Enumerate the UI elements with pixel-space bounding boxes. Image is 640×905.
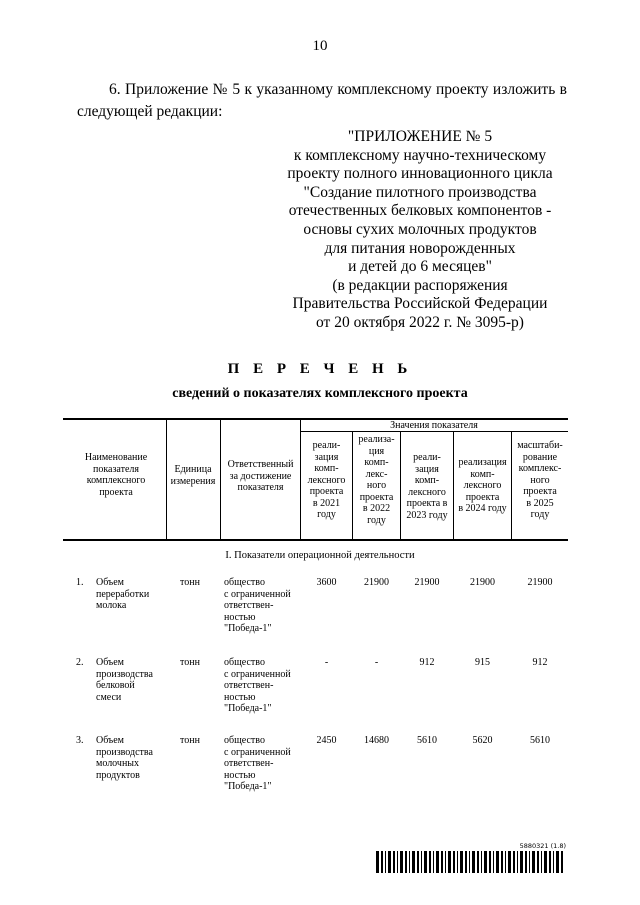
barcode-bar <box>484 851 487 873</box>
row-responsible-line: с ограниченной <box>224 746 291 758</box>
header-line: показателя <box>237 482 284 493</box>
barcode-bar <box>529 851 530 873</box>
row-indicator-name <box>96 657 166 703</box>
barcode-bar <box>549 851 551 873</box>
appendix-header <box>270 128 570 333</box>
header-line: проекта <box>99 486 133 498</box>
appendix-line: и детей до 6 месяцев" <box>348 258 492 276</box>
barcode-bar <box>537 851 539 873</box>
row-responsible-line: общество <box>224 577 265 588</box>
row-responsible-line: ответствен- <box>224 758 274 769</box>
barcode-bar <box>532 851 535 873</box>
header-line: реали- <box>413 452 441 463</box>
barcode-bar <box>505 851 506 873</box>
barcode-bar <box>436 851 439 873</box>
document-title: П Е Р Е Ч Е Н Ь <box>227 361 413 377</box>
appendix-line: "Создание пилотного производства <box>303 183 537 201</box>
row-responsible-line: "Победа-1" <box>224 703 272 714</box>
barcode-bar <box>448 851 451 873</box>
barcode-bar <box>469 851 470 873</box>
barcode-bar <box>472 851 475 873</box>
barcode-image <box>376 851 566 873</box>
header-line: зация <box>314 451 339 463</box>
header-line: проекта <box>523 486 557 497</box>
row-responsible <box>224 735 300 793</box>
row-name-line: смеси <box>96 691 122 703</box>
row-responsible-line: общество <box>224 735 265 746</box>
header-line: масштаби- <box>517 440 563 451</box>
header-line: проекта в <box>406 498 448 509</box>
header-year-2025 <box>512 440 568 521</box>
row-unit: тонн <box>180 657 200 668</box>
row-name-line: Объем <box>96 577 124 588</box>
barcode-bar <box>433 851 434 873</box>
row-unit: тонн <box>180 577 200 588</box>
barcode-bar <box>397 851 398 873</box>
barcode-bar <box>453 851 455 873</box>
row-value: 5610 <box>417 735 437 746</box>
header-line: комп- <box>314 463 339 474</box>
header-line: показателя <box>92 463 140 475</box>
header-line: году <box>317 509 336 520</box>
row-responsible-line: "Победа-1" <box>224 623 272 634</box>
row-unit: тонн <box>180 735 200 746</box>
barcode-bar <box>481 851 482 873</box>
row-value: 21900 <box>364 577 389 588</box>
appendix-line: Правительства Российской Федерации <box>292 295 548 313</box>
intro-paragraph: 6. Приложение № 5 к указанному комплексному проекту изложить в следующей редакции: <box>77 81 567 120</box>
row-value: 2450 <box>316 735 337 746</box>
header-line: Ответственный <box>227 459 294 470</box>
header-line: 2023 году <box>406 509 448 521</box>
row-number: 3. <box>76 735 84 746</box>
header-values-group: Значения показателя <box>390 420 478 431</box>
barcode-bar <box>421 851 422 873</box>
barcode-number: 5880321 (1.8) <box>519 842 566 850</box>
row-responsible-line: с ограниченной <box>224 668 291 680</box>
appendix-line: к комплексному научно-техническому <box>293 146 547 164</box>
row-value: 915 <box>475 657 490 668</box>
header-line: реализа- <box>358 434 395 445</box>
row-value: 3600 <box>316 577 337 588</box>
row-responsible-line: ответствен- <box>224 680 274 691</box>
row-value: 21900 <box>470 577 495 588</box>
appendix-line: (в редакции распоряжения <box>332 276 508 294</box>
header-line: проекта <box>359 491 394 503</box>
header-line: измерения <box>170 475 216 487</box>
row-responsible <box>224 577 300 635</box>
document-subtitle: сведений о показателях комплексного проекта <box>172 386 468 401</box>
barcode-bar <box>501 851 503 873</box>
row-number: 2. <box>76 657 84 668</box>
row-name-line: продуктов <box>96 769 140 781</box>
row-name-line: производства <box>96 668 153 680</box>
barcode-bar <box>477 851 479 873</box>
header-line: рование <box>522 451 558 463</box>
row-name-line: производства <box>96 746 153 758</box>
row-name-line: молока <box>96 600 127 611</box>
header-responsible <box>221 459 300 494</box>
barcode-bar <box>400 851 403 873</box>
header-line: ного <box>530 474 550 486</box>
header-year-2022 <box>353 434 400 526</box>
row-name-line: Объем <box>96 657 124 668</box>
row-responsible-line: общество <box>224 657 265 668</box>
barcode-bar <box>429 851 431 873</box>
appendix-line: отечественных белковых компонентов - <box>288 202 552 220</box>
row-responsible-line: "Победа-1" <box>224 781 272 792</box>
barcode-bar <box>417 851 419 873</box>
barcode-bar <box>465 851 467 873</box>
header-year-2021 <box>301 440 352 521</box>
barcode-bar <box>513 851 515 873</box>
row-number: 1. <box>76 577 84 588</box>
header-line: году <box>367 514 386 526</box>
barcode-bar <box>409 851 410 873</box>
barcode-bar <box>544 851 547 873</box>
barcode-bar <box>556 851 559 873</box>
appendix-line: основы сухих молочных продуктов <box>303 220 537 238</box>
header-line: в 2022 <box>362 503 391 514</box>
table-header-bottom-border <box>63 539 568 541</box>
barcode-bar <box>496 851 499 873</box>
row-responsible-line: ответствен- <box>224 600 274 611</box>
barcode-bar <box>388 851 391 873</box>
header-line: лексного <box>307 474 346 486</box>
row-name-line: белковой <box>96 680 135 691</box>
barcode-bar <box>445 851 446 873</box>
barcode-bar <box>561 851 563 873</box>
header-year-2023 <box>401 452 453 521</box>
row-name-line: переработки <box>96 588 150 600</box>
barcode-bar <box>424 851 427 873</box>
row-responsible-line: с ограниченной <box>224 588 291 600</box>
row-responsible-line: ностью <box>224 691 256 703</box>
barcode-bar <box>405 851 407 873</box>
row-value: - <box>324 657 329 668</box>
barcode-bar <box>520 851 523 873</box>
barcode-bar <box>441 851 443 873</box>
header-line: комп- <box>470 468 495 480</box>
header-line: Единица <box>174 464 212 475</box>
barcode-bar <box>508 851 511 873</box>
barcode-bar <box>553 851 554 873</box>
header-line: реали- <box>312 440 341 451</box>
header-line: году <box>530 509 550 520</box>
barcode-bar <box>525 851 527 873</box>
barcode-bar <box>385 851 386 873</box>
row-responsible <box>224 657 300 715</box>
header-line: в 2021 <box>312 497 341 509</box>
row-value: 5620 <box>472 735 493 746</box>
header-line: ция <box>368 445 385 457</box>
header-line: в 2025 <box>526 497 554 509</box>
row-name-line: Объем <box>96 735 124 746</box>
header-line: реализация <box>458 457 507 468</box>
row-responsible-line: ностью <box>224 611 256 623</box>
row-value: 14680 <box>364 735 389 746</box>
appendix-line: от 20 октября 2022 г. № 3095-р) <box>316 313 524 331</box>
header-line: за достижение <box>229 470 292 482</box>
header-line: Наименование <box>84 452 148 463</box>
row-value: 21900 <box>527 577 553 588</box>
header-line: комплексного <box>86 475 146 486</box>
row-value: 5610 <box>530 735 550 746</box>
header-line: комплекс- <box>518 463 562 474</box>
barcode-bar <box>381 851 383 873</box>
row-indicator-name <box>96 735 166 781</box>
barcode-bar <box>376 851 379 873</box>
header-unit <box>166 464 220 487</box>
header-line: проекта <box>309 486 344 497</box>
barcode-block <box>376 842 566 878</box>
row-name-line: молочных <box>96 758 140 769</box>
header-line: комп- <box>364 457 389 468</box>
row-indicator-name <box>96 577 166 612</box>
appendix-line: "ПРИЛОЖЕНИЕ № 5 <box>347 128 493 145</box>
page-number: 10 <box>312 38 328 54</box>
header-line: лексного <box>408 486 446 498</box>
appendix-line: проекту полного инновационного цикла <box>287 165 553 183</box>
row-value: 21900 <box>414 577 440 588</box>
header-line: лекс- <box>365 468 388 480</box>
header-year-2024 <box>454 457 511 515</box>
row-responsible-line: ностью <box>224 769 256 781</box>
header-line: зация <box>415 463 439 475</box>
barcode-bar <box>517 851 518 873</box>
row-value: 912 <box>419 657 435 668</box>
header-indicator-name <box>70 452 162 498</box>
header-line: лексного <box>463 480 502 491</box>
barcode-bar <box>541 851 542 873</box>
section-title: I. Показатели операционной деятельности <box>225 550 415 561</box>
header-line: в 2024 году <box>458 503 507 514</box>
barcode-bar <box>489 851 491 873</box>
row-value: 912 <box>532 657 548 668</box>
barcode-bar <box>412 851 415 873</box>
header-line: ного <box>366 480 387 491</box>
barcode-bar <box>457 851 458 873</box>
header-line: комп- <box>414 475 440 486</box>
barcode-bar <box>393 851 395 873</box>
barcode-bar <box>460 851 463 873</box>
row-value: - <box>374 657 379 668</box>
header-line: проекта <box>465 491 500 503</box>
barcode-bar <box>493 851 494 873</box>
appendix-line: для питания новорожденных <box>324 239 516 257</box>
